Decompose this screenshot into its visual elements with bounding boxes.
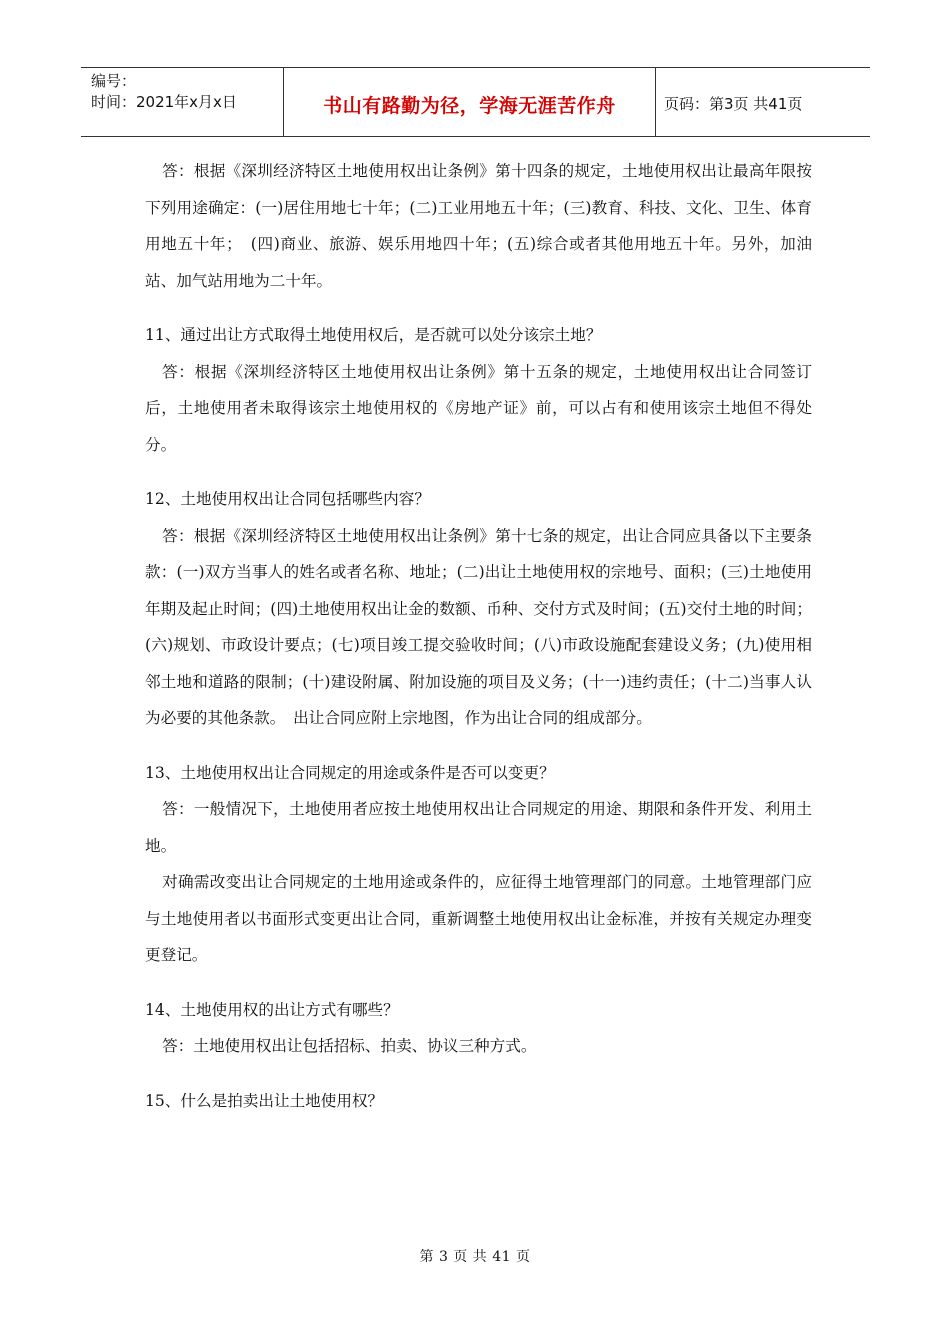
answer-paragraph: 对确需改变出让合同规定的土地用途或条件的，应征得土地管理部门的同意。土地管理部门应与土地使用者以书面形式变更出让合同，重新调整土地使用权出让金标准，并按有关规定办理变更登记。 [145, 873, 812, 964]
question-heading: 15、什么是拍卖出让土地使用权？ [145, 1091, 384, 1110]
paragraph-gap [145, 299, 812, 317]
header-page-info [656, 68, 870, 136]
paragraph-gap [145, 463, 812, 481]
answer-paragraph: 答：根据《深圳经济特区土地使用权出让条例》第十五条的规定，土地使用权出让合同签订后，土地使用者未取得该宗土地使用权的《房地产证》前，可以占有和使用该宗土地但不得处分。 [145, 362, 812, 454]
paragraph-gap [145, 737, 812, 755]
document-body [145, 153, 812, 1119]
question-heading: 13、土地使用权出让合同规定的用途或条件是否可以变更？ [145, 763, 555, 782]
answer-paragraph: 答：一般情况下，土地使用者应按土地使用权出让合同规定的用途、期限和条件开发、利用土地。 [145, 800, 812, 855]
question-heading: 12、土地使用权出让合同包括哪些内容？ [145, 490, 430, 508]
answer-paragraph: 答：根据《深圳经济特区土地使用权出让条例》第十四条的规定，土地使用权出让最高年限按下列用途确定：(一)居住用地七十年；(二)工业用地五十年；(三)教育、科技、文化、卫生、体育用地五十年； (四)商业、旅游、娱乐用地四十年；(五)综合或者其他用地五十年。另外，加油站、加气站用地为二十年。 [145, 162, 812, 290]
header-motto-cell [283, 68, 656, 136]
answer-paragraph: 答：土地使用权出让包括招标、拍卖、协议三种方式。 [162, 1037, 537, 1055]
paragraph-list [145, 153, 812, 1119]
paragraph-gap [145, 1065, 812, 1083]
paragraph-gap [145, 974, 812, 992]
answer-paragraph: 答：根据《深圳经济特区土地使用权出让条例》第十七条的规定，出让合同应具备以下主要条款：(一)双方当事人的姓名或者名称、地址；(二)出让土地使用权的宗地号、面积；(三)土地使用年期及起止时间；(四)土地使用权出让金的数额、币种、交付方式及时间；(五)交付土地的时间；(六)规划、市政设计要点；(七)项目竣工提交验收时间；(八)市政设施配套建设义务；(九)使用相邻土地和道路的限制；(十)建设附属、附加设施的项目及义务；(十一)违约责任；(十二)当事人认为必要的其他条款。 出让合同应附上宗地图，作为出让合同的组成部分。 [145, 526, 812, 727]
question-heading: 11、通过出让方式取得土地使用权后，是否就可以处分该宗土地？ [145, 326, 602, 344]
page-info-text: 页码：第3页 共41页 [664, 94, 803, 113]
header-meta [81, 68, 283, 136]
page-footer [0, 1246, 950, 1266]
document-number-label: 编号： [91, 72, 137, 90]
question-heading: 14、土地使用权的出让方式有哪些？ [145, 1000, 399, 1019]
footer-page-number: 第 3 页 共 41 页 [419, 1249, 531, 1265]
page-header [81, 67, 870, 137]
document-date: 时间：2021年x月x日 [91, 93, 237, 111]
header-motto: 书山有路勤为径，学海无涯苦作舟 [323, 94, 616, 117]
